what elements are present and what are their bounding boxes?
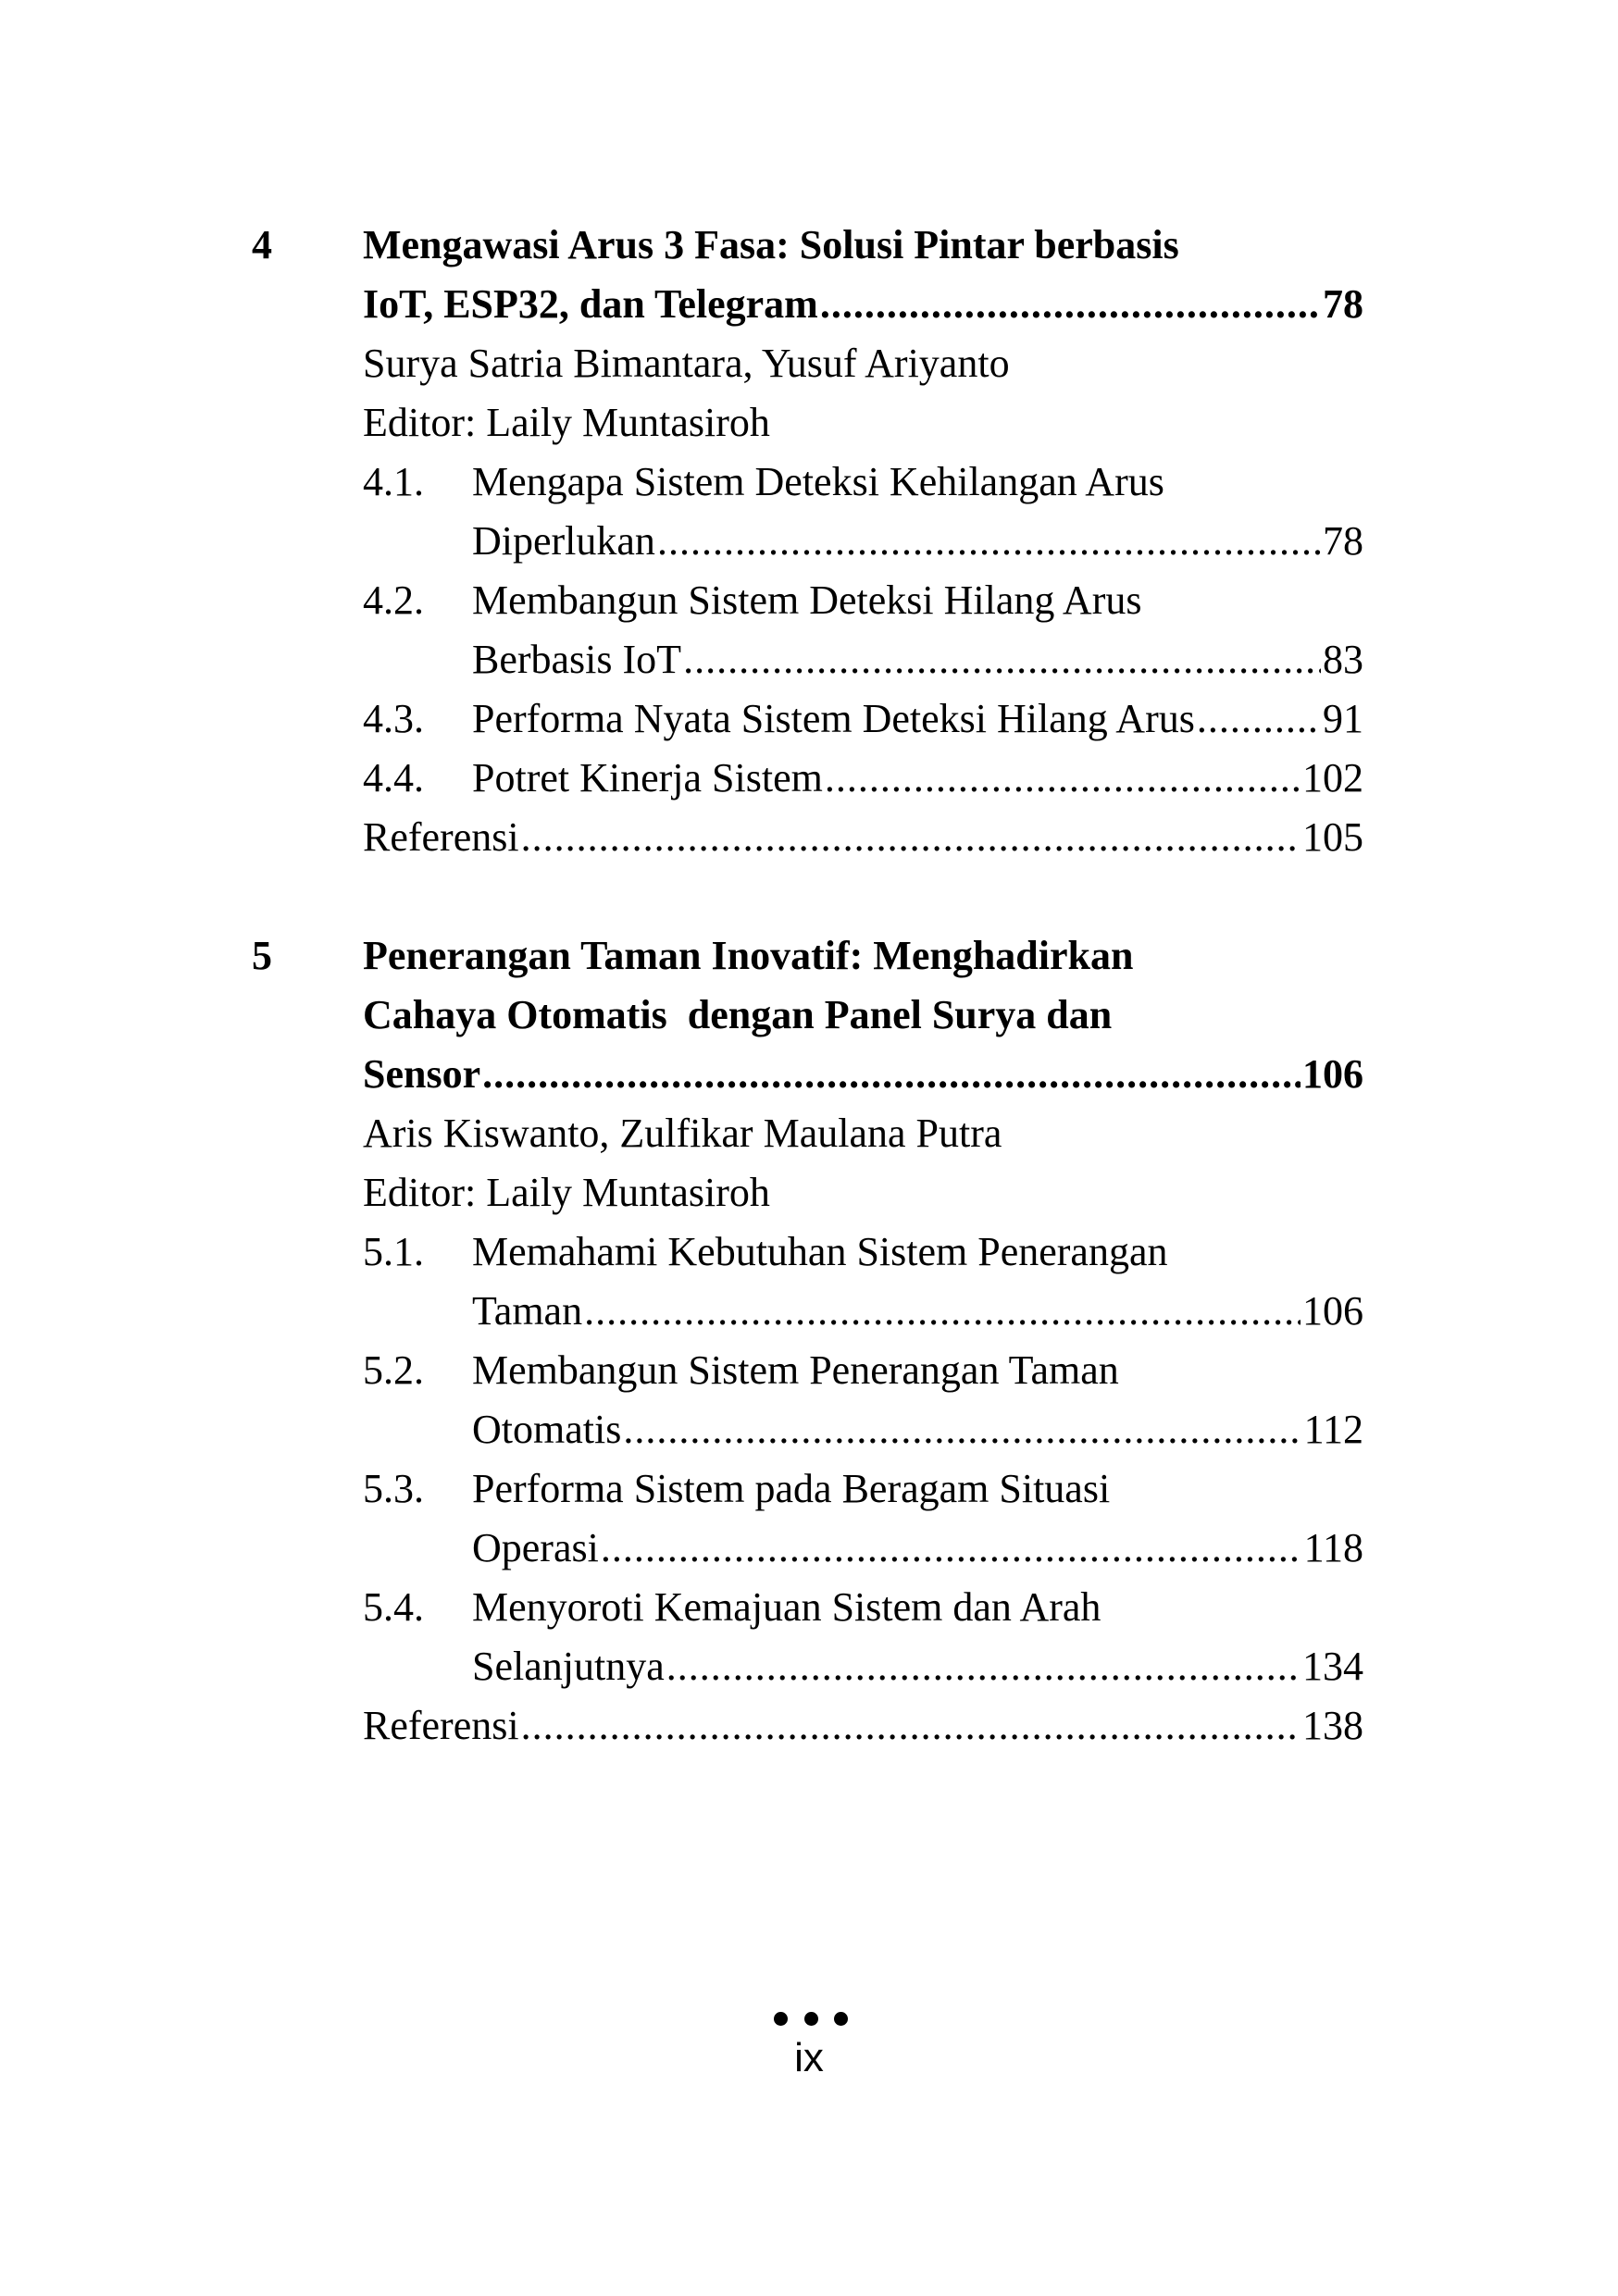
toc-entry-5-1[interactable]	[0, 1222, 1618, 1282]
chapter-4-authors	[0, 334, 1618, 393]
toc-entry-chapter-5[interactable]	[363, 1045, 1363, 1104]
section-title: Membangun Sistem Penerangan Taman	[472, 1347, 1119, 1393]
dot-leader	[666, 1637, 1301, 1696]
section-number: 4.3.	[363, 696, 424, 741]
toc-entry-4-2[interactable]	[0, 571, 1618, 630]
chapter-4-title-line-1	[0, 216, 1618, 275]
chapter-4-title-line-2	[0, 275, 1618, 334]
toc-entry-4-2-cont[interactable]	[0, 630, 1618, 689]
section-title: Menyoroti Kemajuan Sistem dan Arah	[472, 1584, 1101, 1630]
section-title: Potret Kinerja Sistem	[472, 755, 823, 800]
chapter-5-title-line-1	[0, 926, 1618, 986]
ornament-dot	[804, 2012, 818, 2026]
chapter-5-authors	[0, 1104, 1618, 1163]
section-title: Performa Nyata Sistem Deteksi Hilang Arus	[472, 696, 1195, 741]
section-number: 5.3.	[363, 1466, 424, 1511]
dot-leader	[482, 1045, 1301, 1104]
references-label: Referensi	[363, 814, 519, 860]
dot-leader	[657, 512, 1321, 571]
section-number: 4.4.	[363, 755, 424, 800]
dot-leader	[584, 1282, 1301, 1341]
page-number: 106	[1302, 1051, 1363, 1097]
chapter-4-editor	[0, 393, 1618, 453]
toc-leader-line	[472, 689, 1363, 749]
toc-leader-line	[363, 1696, 1363, 1756]
toc-entry-5-4[interactable]	[0, 1578, 1618, 1637]
section-number: 4.1.	[363, 459, 424, 504]
page-number: 118	[1303, 1525, 1363, 1570]
toc-leader-line	[472, 512, 1363, 571]
dot-leader	[623, 1400, 1301, 1459]
footer-ornament	[774, 2012, 848, 2030]
section-title: Mengapa Sistem Deteksi Kehilangan Arus	[472, 459, 1164, 504]
section-title: Operasi	[472, 1525, 599, 1570]
toc-leader-line	[472, 1400, 1363, 1459]
authors: Aris Kiswanto, Zulfikar Maulana Putra	[363, 1111, 1002, 1156]
ornament-dot	[834, 2012, 848, 2026]
section-number: 5.4.	[363, 1584, 424, 1630]
chapter-title-text: Sensor	[363, 1051, 481, 1097]
page-number: 112	[1303, 1407, 1363, 1452]
references-label: Referensi	[363, 1703, 519, 1748]
dot-leader	[521, 808, 1301, 867]
page-number: 78	[1323, 518, 1363, 564]
dot-leader	[521, 1696, 1301, 1756]
page-number: 78	[1323, 281, 1363, 327]
toc-leader-line	[472, 1282, 1363, 1341]
ornament-dot	[774, 2012, 788, 2026]
page-number: 83	[1323, 637, 1363, 682]
section-number: 4.2.	[363, 577, 424, 623]
chapter-title-text: Mengawasi Arus 3 Fasa: Solusi Pintar berbasis	[363, 222, 1179, 267]
chapter-number: 4	[252, 222, 272, 267]
toc-entry-5-1-cont[interactable]	[0, 1282, 1618, 1341]
page-folio: ix	[794, 2035, 824, 2080]
toc-leader-line	[472, 1637, 1363, 1696]
chapter-number: 5	[252, 933, 272, 978]
section-title: Performa Sistem pada Beragam Situasi	[472, 1466, 1111, 1511]
toc-entry-4-4[interactable]	[0, 749, 1618, 808]
toc-entry-4-1[interactable]	[0, 453, 1618, 512]
toc-leader-line	[472, 1519, 1363, 1578]
dot-leader	[601, 1519, 1302, 1578]
toc-entry-4-1-cont[interactable]	[0, 512, 1618, 571]
section-title: Membangun Sistem Deteksi Hilang Arus	[472, 577, 1142, 623]
toc-entry-5-4-cont[interactable]	[0, 1637, 1618, 1696]
page-number: 91	[1323, 696, 1363, 741]
section-number: 5.2.	[363, 1347, 424, 1393]
section-title: Memahami Kebutuhan Sistem Penerangan	[472, 1229, 1168, 1274]
chapter-title-text: Penerangan Taman Inovatif: Menghadirkan	[363, 933, 1134, 978]
dot-leader	[1197, 689, 1321, 749]
toc-entry-chapter-4[interactable]	[363, 275, 1363, 334]
section-title: Selanjutnya	[472, 1644, 665, 1689]
toc-entry-4-references[interactable]	[0, 808, 1618, 867]
dot-leader	[683, 630, 1321, 689]
section-number: 5.1.	[363, 1229, 424, 1274]
editor: Editor: Laily Muntasiroh	[363, 1170, 770, 1215]
page-number: 102	[1302, 755, 1363, 800]
section-title: Berbasis IoT	[472, 637, 682, 682]
editor: Editor: Laily Muntasiroh	[363, 400, 770, 445]
section-title: Diperlukan	[472, 518, 655, 564]
authors: Surya Satria Bimantara, Yusuf Ariyanto	[363, 341, 1010, 386]
chapter-5-title-line-3	[0, 1045, 1618, 1104]
toc-entry-5-3-cont[interactable]	[0, 1519, 1618, 1578]
chapter-title-text: IoT, ESP32, dan Telegram	[363, 281, 818, 327]
dot-leader	[820, 275, 1321, 334]
chapter-5-title-line-2	[0, 986, 1618, 1045]
toc-leader-line	[472, 749, 1363, 808]
toc-entry-4-3[interactable]	[0, 689, 1618, 749]
section-title: Otomatis	[472, 1407, 622, 1452]
toc-entry-5-references[interactable]	[0, 1696, 1618, 1756]
chapter-title-text: Cahaya Otomatis dengan Panel Surya dan	[363, 992, 1113, 1037]
toc-leader-line	[472, 630, 1363, 689]
toc-entry-5-2-cont[interactable]	[0, 1400, 1618, 1459]
page-number: 105	[1302, 814, 1363, 860]
toc-entry-5-3[interactable]	[0, 1459, 1618, 1519]
page-number: 138	[1302, 1703, 1363, 1748]
dot-leader	[825, 749, 1301, 808]
page-number: 134	[1302, 1644, 1363, 1689]
page-number: 106	[1302, 1288, 1363, 1334]
toc-entry-5-2[interactable]	[0, 1341, 1618, 1400]
chapter-5-editor	[0, 1163, 1618, 1222]
toc-leader-line	[363, 808, 1363, 867]
section-title: Taman	[472, 1288, 583, 1334]
